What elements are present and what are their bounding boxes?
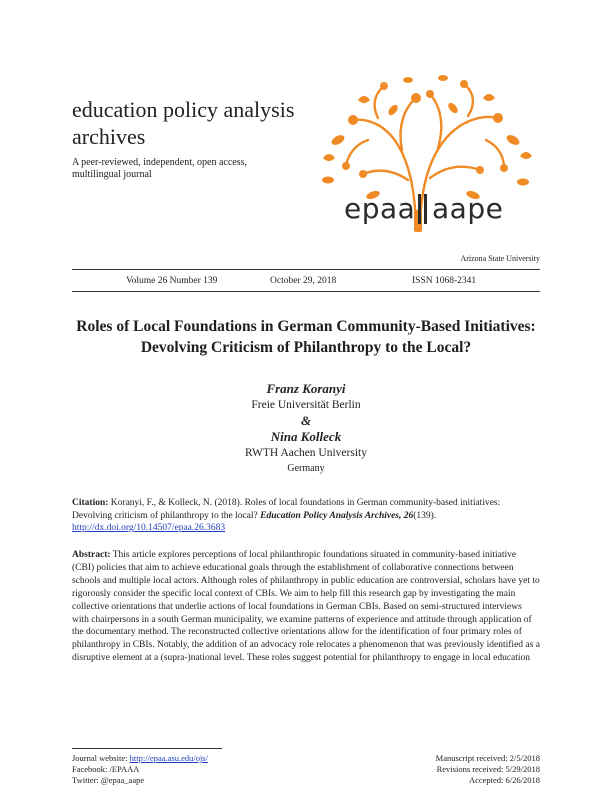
issue-volume: Volume 26 Number 139 xyxy=(126,276,218,286)
issue-info xyxy=(72,276,540,290)
journal-title: education policy analysis archives xyxy=(72,97,295,149)
manuscript-received: Manuscript received: 2/5/2018 xyxy=(435,753,540,763)
article-title: Roles of Local Foundations in German Community-Based Initiatives: Devolving Criticism of Philanthropy to the Local? xyxy=(76,318,536,356)
logo-divider xyxy=(424,194,427,224)
doi-link[interactable]: http://dx.doi.org/10.14507/epaa.26.3683 xyxy=(72,523,226,534)
journal-website xyxy=(72,753,332,764)
logo-wordmark-right: aape xyxy=(432,192,504,225)
citation-issue: (139). xyxy=(413,510,437,521)
author-block xyxy=(72,380,540,476)
logo-divider xyxy=(418,194,421,224)
author-name: Franz Koranyi xyxy=(266,381,346,396)
abstract-text: This article explores perceptions of local philanthropic foundations situated in community-based initiative (CBI) policies that aim to achieve educational goals through the establishment of collaborative connections between schools and multiple local actors. Although roles of philanthropy in public education are controversial, scholars have yet to rigorously consider the specific local context of CBIs. We aim to help fill this research gap by investigating the main collective orientations that underlie actions of local foundations in German CBIs. Based on semi-structured interviews with chairpersons in a south German municipality, we examine patterns of experience and attitude through application of the documentary method. The reconstructed collective orientations allow for the identification of four primary roles of philanthropy in CBIs. Notably, the addition of an advocacy role relocates a phenomenon that was previously identified as a disruptive element at a (supra-)national level. These roles suggest potential for philanthropy to engage in local education xyxy=(72,550,540,664)
citation xyxy=(72,497,540,535)
abstract-label: Abstract: xyxy=(72,550,111,560)
facebook-handle: Facebook: /EPAAA xyxy=(72,764,140,774)
journal-subtitle: A peer-reviewed, independent, open access, multilingual journal xyxy=(72,157,247,180)
website-link[interactable]: http://epaa.asu.edu/ojs/ xyxy=(129,753,208,763)
twitter-handle: Twitter: @epaa_aape xyxy=(72,775,145,785)
author-institution: RWTH Aachen University xyxy=(244,447,367,459)
bottom-rule xyxy=(72,291,540,292)
citation-label: Citation: xyxy=(72,498,109,508)
issue-date: October 29, 2018 xyxy=(270,276,337,286)
author-name: Nina Kolleck xyxy=(270,429,342,444)
accepted-date: Accepted: 6/26/2018 xyxy=(468,775,540,785)
publisher-affiliation: Arizona State University xyxy=(460,254,540,263)
citation-journal: Education Policy Analysis Archives, 26 xyxy=(260,510,414,521)
footer-rule xyxy=(72,748,222,749)
footer-left xyxy=(72,753,332,786)
footer-right xyxy=(340,753,540,786)
author-separator: & xyxy=(300,413,312,428)
author-institution: Freie Universität Berlin xyxy=(251,399,361,411)
top-rule xyxy=(72,269,540,270)
abstract xyxy=(72,549,540,665)
website-label: Journal website: xyxy=(72,753,128,763)
issue-issn: ISSN 1068-2341 xyxy=(412,276,477,286)
author-country: Germany xyxy=(287,463,325,474)
citation-text: Koranyi, F., & Kolleck, N. (2018). Roles of local foundations in German community-based initiatives: Devolving criticism of philanthropy to the local? xyxy=(72,498,501,521)
revisions-received: Revisions received: 5/29/2018 xyxy=(436,764,540,774)
logo-wordmark-left: epaa xyxy=(344,192,416,225)
